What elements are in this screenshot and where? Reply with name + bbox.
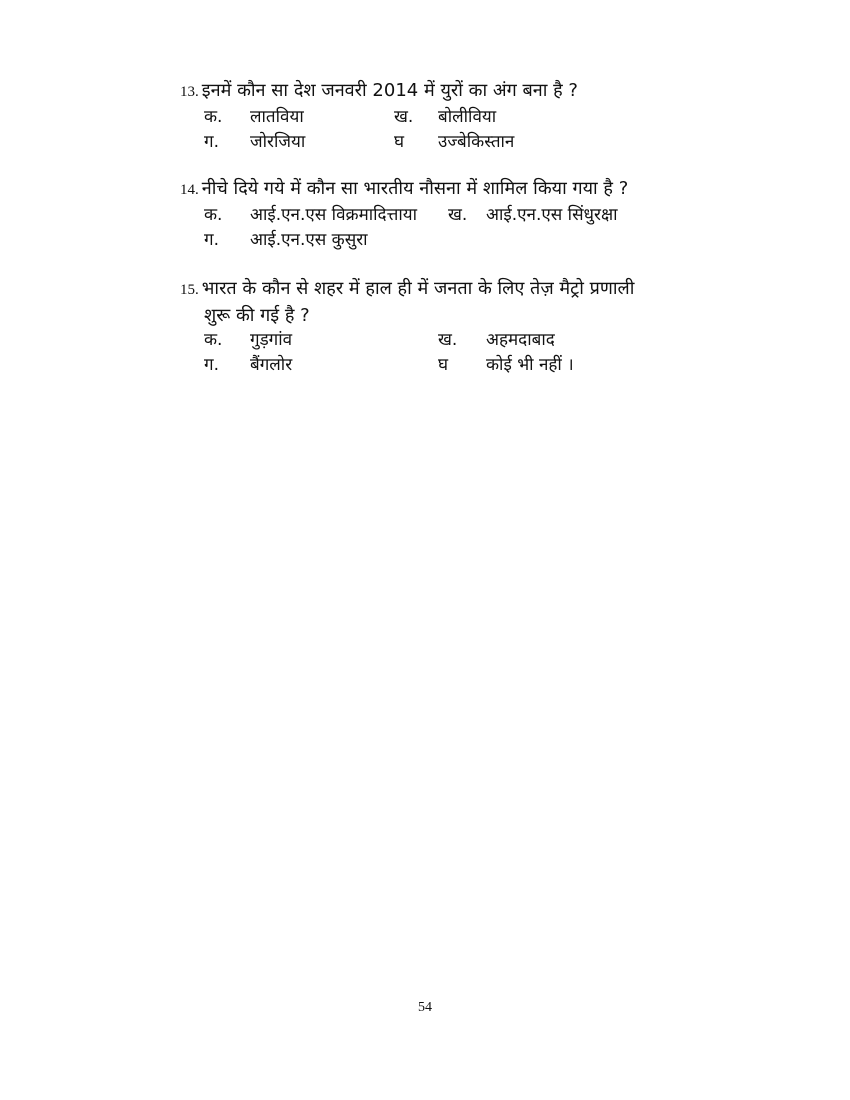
question-number: 13.	[180, 84, 199, 100]
question-15-continuation	[180, 303, 725, 328]
option-text-kha: आई.एन.एस सिंधुरक्षा	[486, 205, 618, 225]
page-number: 54	[418, 1000, 432, 1015]
option-label-gha: घ	[438, 355, 449, 375]
option-label-ka: क.	[204, 107, 223, 127]
options-row	[180, 353, 725, 378]
options-row	[180, 130, 725, 155]
option-text-ka: आई.एन.एस विक्रमादित्ताया	[250, 205, 417, 225]
question-number: 14.	[180, 182, 199, 198]
options-row	[180, 228, 725, 253]
options-row	[180, 328, 725, 353]
option-label-ga: ग.	[204, 230, 219, 250]
option-label-kha: ख.	[448, 205, 468, 225]
question-text-continued: शुरू की गई है ?	[204, 305, 310, 326]
option-label-ka: क.	[204, 205, 223, 225]
question-14-line	[180, 176, 725, 203]
question-text: नीचे दिये गये में कौन सा भारतीय नौसना में शामिल किया गया है ?	[201, 178, 629, 199]
question-text: इनमें कौन सा देश जनवरी 2014 में युरों का अंग बना है ?	[201, 80, 578, 101]
option-text-kha: बोलीविया	[438, 107, 497, 127]
question-13-line	[180, 78, 725, 105]
option-text-ga: जोरजिया	[250, 132, 306, 152]
option-text-ka: गुड़गांव	[250, 330, 293, 350]
option-label-ga: ग.	[204, 355, 219, 375]
question-text: भारत के कौन से शहर में हाल ही में जनता के लिए तेज़ मैट्रो प्रणाली	[201, 278, 635, 299]
option-text-ka: लातविया	[250, 107, 304, 127]
option-label-ka: क.	[204, 330, 223, 350]
option-text-kha: अहमदाबाद	[486, 330, 555, 350]
option-text-gha: कोई भी नहीं ।	[486, 355, 574, 375]
options-row	[180, 105, 725, 130]
option-text-ga: आई.एन.एस कुसुरा	[250, 230, 368, 250]
option-text-gha: उज्बेकिस्तान	[438, 132, 515, 152]
question-13	[180, 78, 725, 155]
question-15-line	[180, 276, 725, 303]
option-label-gha: घ	[394, 132, 405, 152]
options-row	[180, 203, 725, 228]
question-number: 15.	[180, 282, 199, 298]
question-14	[180, 176, 725, 253]
question-15	[180, 276, 725, 378]
option-label-ga: ग.	[204, 132, 219, 152]
option-label-kha: ख.	[438, 330, 458, 350]
option-label-kha: ख.	[394, 107, 414, 127]
option-text-ga: बैंगलोर	[250, 355, 293, 375]
